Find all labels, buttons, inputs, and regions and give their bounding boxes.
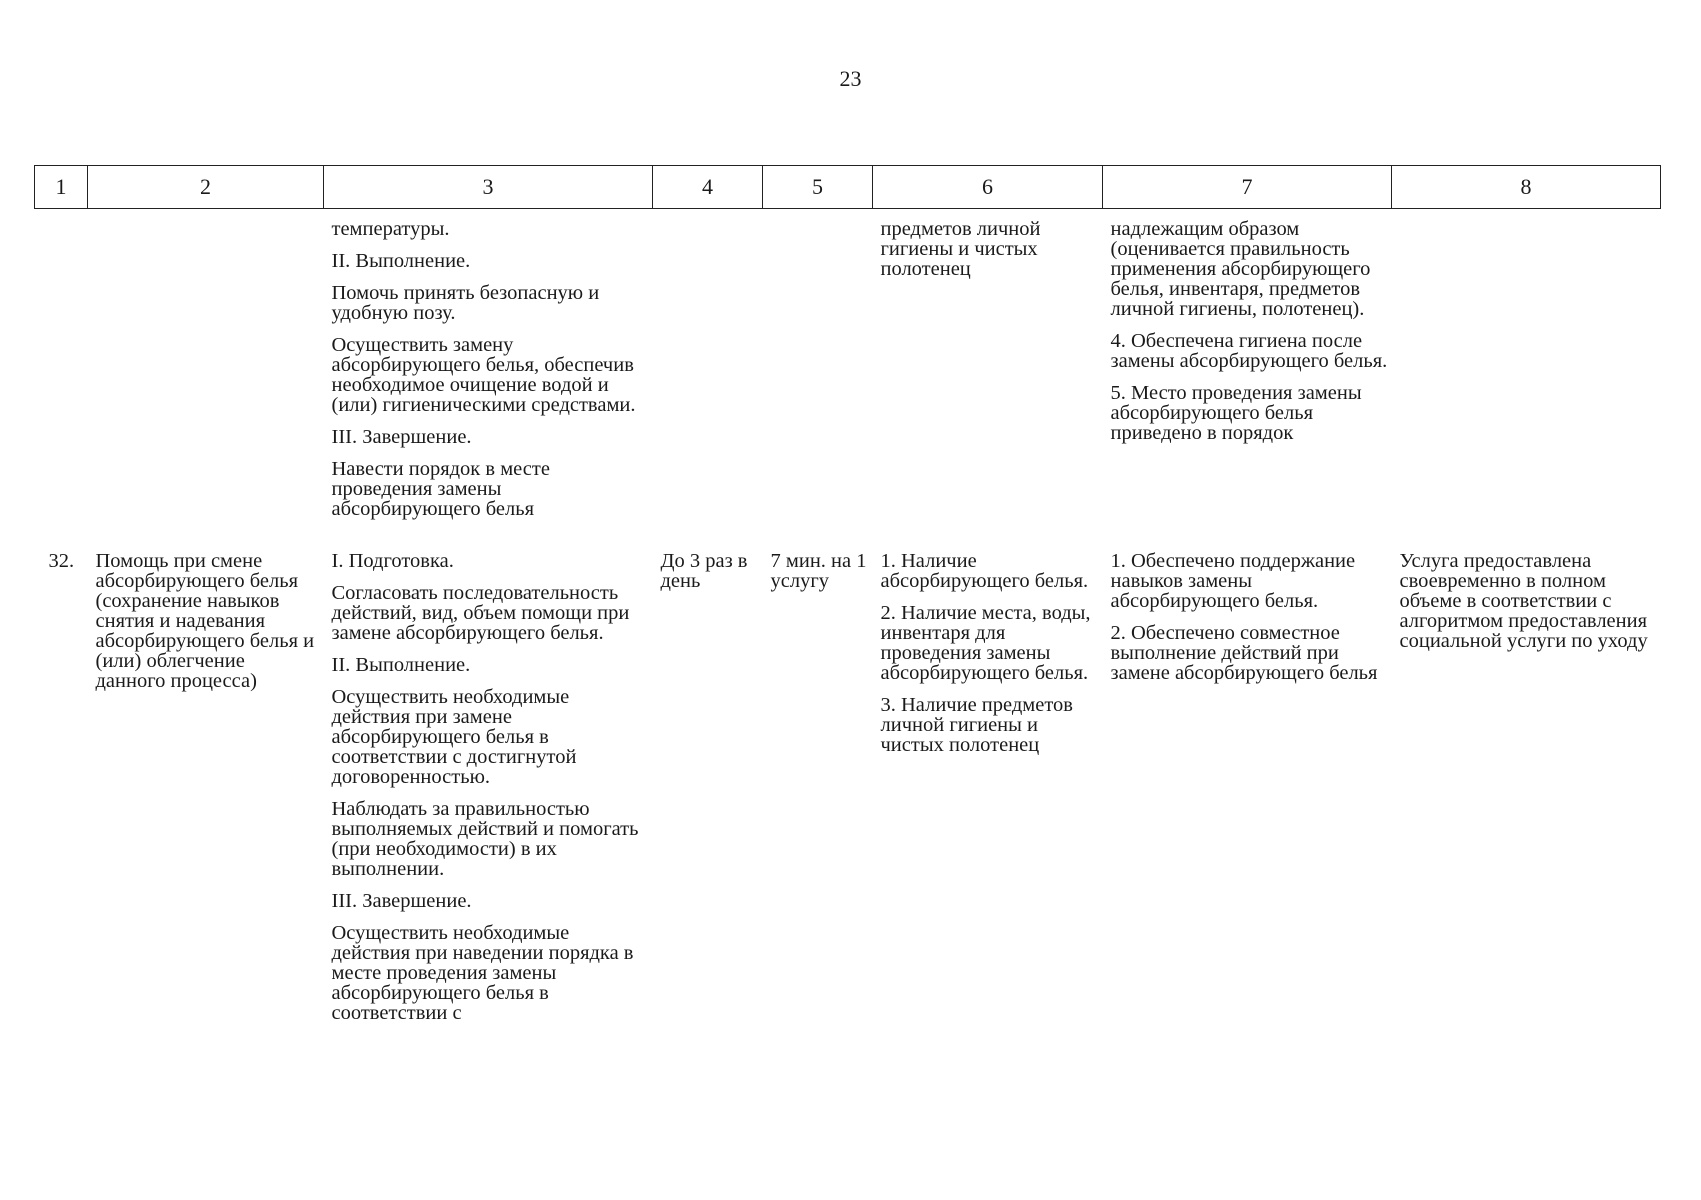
procedure-stage-heading: II. Выполнение. — [331, 654, 471, 676]
condition-item: предметов личной гигиены и чистых полотенец — [880, 218, 1041, 280]
cell-conditions — [873, 537, 1103, 1023]
column-header-1: 1 — [35, 166, 88, 209]
procedure-stage-heading: II. Выполнение. — [331, 250, 471, 272]
indicator-item: 2. Обеспечено совместное выполнение действий при замене абсорбирующего белья — [1110, 622, 1378, 684]
cell-duration — [763, 209, 873, 538]
cell-number: 32. — [48, 550, 75, 572]
cell-evaluation — [1392, 209, 1661, 538]
table-row-32 — [35, 537, 1661, 1023]
cell-quality-indicators — [1103, 209, 1392, 538]
procedure-step: Осуществить замену абсорбирующего белья, обеспечив необходимое очищение водой и (или) гигиеническими средствами. — [331, 334, 636, 416]
procedure-step: Осуществить необходимые действия при замене абсорбирующего белья в соответствии с достигнутой договоренностью. — [331, 686, 577, 788]
column-header-3: 3 — [324, 166, 653, 209]
indicator-item: надлежащим образом (оценивается правильность применения абсорбирующего белья, инвентаря, предметов личной гигиены, полотенец). — [1110, 218, 1371, 320]
procedure-step: Навести порядок в месте проведения замены абсорбирующего белья — [331, 458, 550, 520]
procedure-step: Согласовать последовательность действий, вид, объем помощи при замене абсорбирующего белья. — [331, 582, 630, 644]
column-header-7: 7 — [1103, 166, 1392, 209]
table-header-row — [35, 166, 1661, 209]
procedure-stage-heading: I. Подготовка. — [331, 550, 454, 572]
cell-service-name — [88, 209, 324, 538]
column-header-2: 2 — [88, 166, 324, 209]
indicator-item: 5. Место проведения замены абсорбирующего белья приведено в порядок — [1110, 382, 1362, 444]
cell-frequency: До 3 раз в день — [660, 550, 748, 592]
column-header-8: 8 — [1392, 166, 1661, 209]
cell-quality-indicators — [1103, 537, 1392, 1023]
cell-duration: 7 мин. на 1 услугу — [770, 550, 867, 592]
column-header-5: 5 — [763, 166, 873, 209]
condition-item: 1. Наличие абсорбирующего белья. — [880, 550, 1089, 592]
procedure-stage-heading: III. Завершение. — [331, 426, 472, 448]
services-table — [34, 165, 1661, 1023]
procedure-step: температуры. — [331, 218, 450, 240]
condition-item: 3. Наличие предметов личной гигиены и чистых полотенец — [880, 694, 1073, 756]
page-number: 23 — [839, 66, 862, 91]
table-row-continuation — [35, 209, 1661, 538]
cell-conditions — [873, 209, 1103, 538]
cell-number — [35, 209, 88, 538]
column-header-6: 6 — [873, 166, 1103, 209]
cell-procedure — [324, 537, 653, 1023]
cell-frequency — [653, 209, 763, 538]
procedure-step: Помочь принять безопасную и удобную позу. — [331, 282, 600, 324]
procedure-step: Наблюдать за правильностью выполняемых действий и помогать (при необходимости) в их выполнении. — [331, 798, 639, 880]
column-header-4: 4 — [653, 166, 763, 209]
condition-item: 2. Наличие места, воды, инвентаря для проведения замены абсорбирующего белья. — [880, 602, 1091, 684]
procedure-step: Осуществить необходимые действия при наведении порядка в месте проведения замены абсорбирующего белья в соответствии с — [331, 922, 634, 1024]
procedure-stage-heading: III. Завершение. — [331, 890, 472, 912]
indicator-item: 4. Обеспечена гигиена после замены абсорбирующего белья. — [1110, 330, 1388, 372]
indicator-item: 1. Обеспечено поддержание навыков замены абсорбирующего белья. — [1110, 550, 1356, 612]
cell-evaluation: Услуга предоставлена своевременно в полном объеме в соответствии с алгоритмом предоставления социальной услуги по уходу — [1399, 550, 1648, 652]
cell-service-name: Помощь при смене абсорбирующего белья (сохранение навыков снятия и надевания абсорбирующего белья и (или) облегчение данного процесса) — [95, 550, 315, 692]
cell-procedure — [324, 209, 653, 538]
